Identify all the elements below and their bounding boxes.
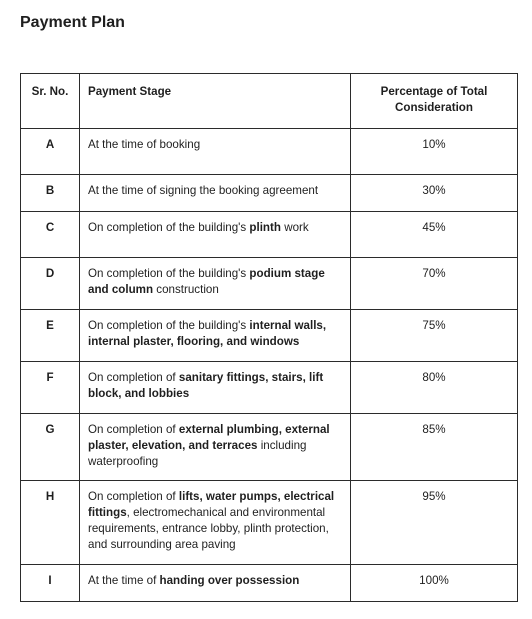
- row-percentage: 10%: [351, 129, 518, 175]
- row-payment-stage: [80, 175, 351, 212]
- table-row: [21, 362, 518, 414]
- table-row: [21, 414, 518, 481]
- header-percentage: Percentage of Total Consideration: [351, 74, 518, 129]
- row-percentage: 45%: [351, 212, 518, 258]
- table-row: [21, 310, 518, 362]
- row-sr-no: D: [21, 258, 80, 310]
- table-row: [21, 175, 518, 212]
- row-payment-stage: [80, 481, 351, 565]
- table-row: [21, 258, 518, 310]
- stage-text: On completion of the building's: [88, 267, 250, 280]
- table-row: [21, 212, 518, 258]
- stage-text-bold: plinth: [249, 221, 281, 234]
- page-title: Payment Plan: [20, 14, 125, 31]
- table-row: [21, 129, 518, 175]
- row-payment-stage: [80, 258, 351, 310]
- payment-plan-table: [20, 73, 518, 602]
- row-sr-no: E: [21, 310, 80, 362]
- row-payment-stage: [80, 129, 351, 175]
- stage-text-bold: handing over possession: [159, 574, 300, 587]
- row-percentage: 30%: [351, 175, 518, 212]
- row-percentage: 70%: [351, 258, 518, 310]
- row-payment-stage: [80, 212, 351, 258]
- row-percentage: 100%: [351, 565, 518, 602]
- table-body: [21, 129, 518, 602]
- stage-text: On completion of the building's: [88, 319, 250, 332]
- stage-text: At the time of booking: [88, 138, 201, 151]
- table-row: [21, 565, 518, 602]
- header-payment-stage: Payment Stage: [80, 74, 351, 129]
- row-percentage: 95%: [351, 481, 518, 565]
- table-row: [21, 481, 518, 565]
- stage-text-bold: internal walls, internal plaster, flooring, and windows: [88, 319, 327, 348]
- stage-text: On completion of the building's: [88, 221, 250, 234]
- row-payment-stage: [80, 362, 351, 414]
- row-percentage: 75%: [351, 310, 518, 362]
- stage-text: On completion of: [88, 490, 179, 503]
- stage-text: including waterproofing: [88, 439, 307, 468]
- stage-text: On completion of: [88, 423, 179, 436]
- stage-text: , electromechanical and environmental requirements, entrance lobby, plinth protection, and surrounding area paving: [88, 506, 329, 551]
- row-sr-no: C: [21, 212, 80, 258]
- table-header-row: [21, 74, 518, 129]
- stage-text: On completion of: [88, 371, 179, 384]
- row-sr-no: G: [21, 414, 80, 481]
- row-sr-no: A: [21, 129, 80, 175]
- row-sr-no: H: [21, 481, 80, 565]
- stage-text-bold: external plumbing, external plaster, elevation, and terraces: [88, 423, 330, 452]
- row-payment-stage: [80, 310, 351, 362]
- stage-text: construction: [153, 283, 219, 296]
- row-payment-stage: [80, 565, 351, 602]
- stage-text: At the time of: [88, 574, 160, 587]
- stage-text-bold: podium stage and column: [88, 267, 325, 296]
- row-percentage: 80%: [351, 362, 518, 414]
- row-payment-stage: [80, 414, 351, 481]
- stage-text-bold: lifts, water pumps, electrical fittings: [88, 490, 335, 519]
- stage-text: At the time of signing the booking agreement: [88, 184, 319, 197]
- stage-text: work: [280, 221, 309, 234]
- row-percentage: 85%: [351, 414, 518, 481]
- row-sr-no: I: [21, 565, 80, 602]
- row-sr-no: F: [21, 362, 80, 414]
- header-sr-no: Sr. No.: [21, 74, 80, 129]
- row-sr-no: B: [21, 175, 80, 212]
- stage-text-bold: sanitary fittings, stairs, lift block, and lobbies: [88, 371, 324, 400]
